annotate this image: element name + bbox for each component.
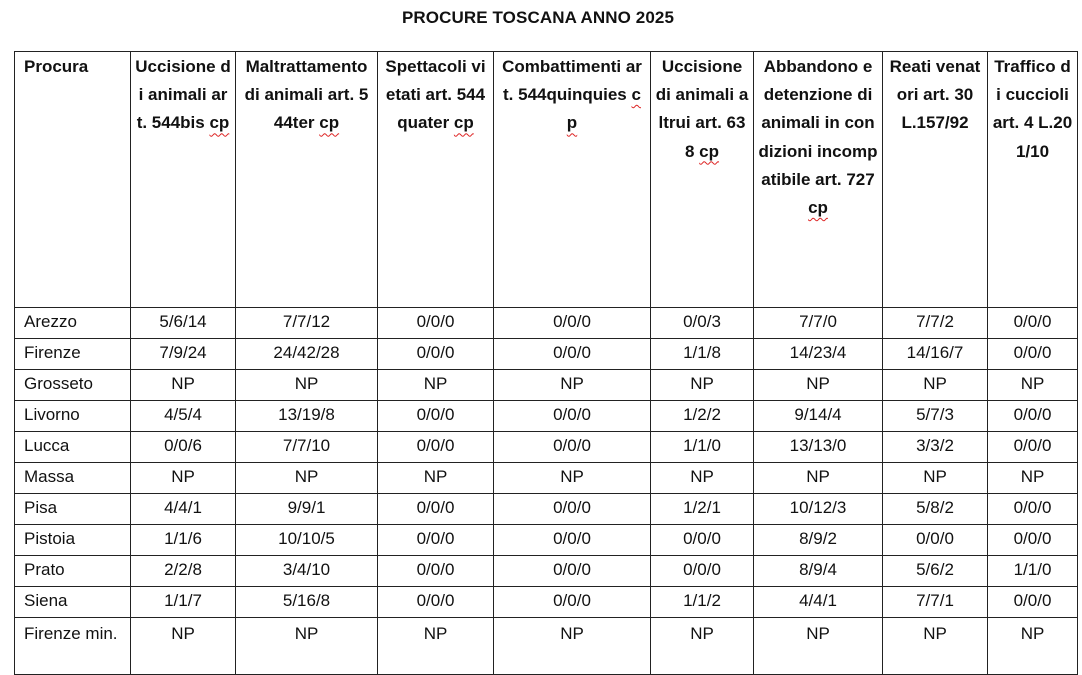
table-cell: 5/8/2 xyxy=(883,494,988,525)
table-cell: NP xyxy=(651,463,754,494)
procura-name: Massa xyxy=(15,463,131,494)
table-cell: 0/0/0 xyxy=(988,432,1078,463)
table-cell: NP xyxy=(378,618,494,675)
table-cell: 0/0/0 xyxy=(378,339,494,370)
table-cell: 7/7/2 xyxy=(883,308,988,339)
table-cell: 7/7/12 xyxy=(236,308,378,339)
table-row xyxy=(15,308,1078,339)
header-spettacoli-544quater: Spettacoli vietati art. 544quater cp xyxy=(378,52,494,308)
table-cell: 0/0/0 xyxy=(988,308,1078,339)
table-cell: 13/19/8 xyxy=(236,401,378,432)
table-cell: 2/2/8 xyxy=(131,556,236,587)
header-maltrattamento-544ter: Maltrattamento di animali art. 544ter cp xyxy=(236,52,378,308)
table-cell: NP xyxy=(754,370,883,401)
table-cell: 5/16/8 xyxy=(236,587,378,618)
table-cell: NP xyxy=(494,618,651,675)
document-title: PROCURE TOSCANA ANNO 2025 xyxy=(401,8,675,27)
table-cell: 7/9/24 xyxy=(131,339,236,370)
table-cell: 4/4/1 xyxy=(754,587,883,618)
table-cell: 1/1/0 xyxy=(988,556,1078,587)
table-cell: 24/42/28 xyxy=(236,339,378,370)
table-cell: NP xyxy=(988,618,1078,675)
procura-name: Siena xyxy=(15,587,131,618)
table-cell: NP xyxy=(988,463,1078,494)
procura-name: Grosseto xyxy=(15,370,131,401)
table-cell: 0/0/0 xyxy=(988,525,1078,556)
table-cell: NP xyxy=(131,463,236,494)
table-cell: NP xyxy=(131,618,236,675)
table-cell: NP xyxy=(754,463,883,494)
table-cell: 0/0/0 xyxy=(378,432,494,463)
table-cell: 5/6/2 xyxy=(883,556,988,587)
table-cell: 8/9/4 xyxy=(754,556,883,587)
table-cell: 1/1/2 xyxy=(651,587,754,618)
table-cell: 0/0/0 xyxy=(651,525,754,556)
table-cell: NP xyxy=(236,463,378,494)
table-cell: NP xyxy=(131,370,236,401)
table-cell: 0/0/0 xyxy=(988,401,1078,432)
procura-name: Pistoia xyxy=(15,525,131,556)
procura-name: Lucca xyxy=(15,432,131,463)
table-cell: 0/0/0 xyxy=(494,525,651,556)
table-cell: 14/23/4 xyxy=(754,339,883,370)
table-cell: 1/1/7 xyxy=(131,587,236,618)
table-cell: 7/7/1 xyxy=(883,587,988,618)
table-row xyxy=(15,370,1078,401)
table-row xyxy=(15,494,1078,525)
table-cell: 0/0/0 xyxy=(378,525,494,556)
table-cell: 0/0/0 xyxy=(378,401,494,432)
table-cell: 14/16/7 xyxy=(883,339,988,370)
table-row xyxy=(15,432,1078,463)
table-cell: NP xyxy=(494,370,651,401)
table-row xyxy=(15,587,1078,618)
header-row xyxy=(15,52,1078,308)
table-cell: 1/1/8 xyxy=(651,339,754,370)
table-cell: 0/0/0 xyxy=(988,494,1078,525)
header-uccisione-544bis: Uccisione di animali art. 544bis cp xyxy=(131,52,236,308)
table-cell: NP xyxy=(236,370,378,401)
table-cell: 0/0/0 xyxy=(494,432,651,463)
table-cell: 8/9/2 xyxy=(754,525,883,556)
table-cell: 7/7/0 xyxy=(754,308,883,339)
header-uccisione-altrui-638: Uccisione di animali altrui art. 638 cp xyxy=(651,52,754,308)
table-cell: 5/6/14 xyxy=(131,308,236,339)
table-cell: 5/7/3 xyxy=(883,401,988,432)
table-cell: 0/0/0 xyxy=(378,308,494,339)
header-combattimenti-544quinquies: Combattimenti art. 544quinquies cp xyxy=(494,52,651,308)
procura-name: Pisa xyxy=(15,494,131,525)
table-cell: 0/0/0 xyxy=(651,556,754,587)
header-abbandono-727: Abbandono e detenzione di animali in condizioni incompatibile art. 727 cp xyxy=(754,52,883,308)
procura-name: Livorno xyxy=(15,401,131,432)
table-cell: NP xyxy=(883,463,988,494)
table-cell: 4/5/4 xyxy=(131,401,236,432)
table-cell: 10/10/5 xyxy=(236,525,378,556)
table-cell: 3/4/10 xyxy=(236,556,378,587)
table-cell: 0/0/0 xyxy=(494,339,651,370)
table-cell: 0/0/0 xyxy=(494,494,651,525)
table-cell: NP xyxy=(236,618,378,675)
procura-name: Prato xyxy=(15,556,131,587)
table-cell: 3/3/2 xyxy=(883,432,988,463)
table-cell: NP xyxy=(988,370,1078,401)
table-cell: 1/1/6 xyxy=(131,525,236,556)
table-cell: 1/2/1 xyxy=(651,494,754,525)
header-procura: Procura xyxy=(15,52,131,308)
table-cell: NP xyxy=(883,618,988,675)
table-cell: 0/0/3 xyxy=(651,308,754,339)
table-cell: 0/0/0 xyxy=(378,556,494,587)
table-cell: 0/0/0 xyxy=(378,494,494,525)
table-cell: 0/0/0 xyxy=(494,587,651,618)
table-cell: NP xyxy=(883,370,988,401)
table-row xyxy=(15,556,1078,587)
table-cell: 0/0/0 xyxy=(494,556,651,587)
procura-name: Firenze min. xyxy=(15,618,131,675)
table-cell: 1/2/2 xyxy=(651,401,754,432)
table-cell: 0/0/0 xyxy=(988,587,1078,618)
table-cell: 13/13/0 xyxy=(754,432,883,463)
table-cell: NP xyxy=(651,370,754,401)
table-row xyxy=(15,525,1078,556)
table-cell: NP xyxy=(754,618,883,675)
table-cell: 1/1/0 xyxy=(651,432,754,463)
procura-name: Arezzo xyxy=(15,308,131,339)
table-cell: NP xyxy=(494,463,651,494)
table-cell: 9/14/4 xyxy=(754,401,883,432)
table-cell: 0/0/6 xyxy=(131,432,236,463)
table-cell: 0/0/0 xyxy=(988,339,1078,370)
table-cell: 9/9/1 xyxy=(236,494,378,525)
table-cell: 0/0/0 xyxy=(494,308,651,339)
table-cell: 0/0/0 xyxy=(883,525,988,556)
table-row xyxy=(15,463,1078,494)
table-cell: NP xyxy=(651,618,754,675)
table-row xyxy=(15,339,1078,370)
table-cell: 4/4/1 xyxy=(131,494,236,525)
table-cell: 0/0/0 xyxy=(378,587,494,618)
table-cell: 0/0/0 xyxy=(494,401,651,432)
table-row xyxy=(15,401,1078,432)
table-cell: NP xyxy=(378,370,494,401)
table-cell: 10/12/3 xyxy=(754,494,883,525)
procura-name: Firenze xyxy=(15,339,131,370)
header-reati-venatori: Reati venatori art. 30 L.157/92 xyxy=(883,52,988,308)
procure-table xyxy=(14,51,1078,675)
table-cell: 7/7/10 xyxy=(236,432,378,463)
table-cell: NP xyxy=(378,463,494,494)
header-traffico-cuccioli: Traffico di cuccioli art. 4 L.201/10 xyxy=(988,52,1078,308)
